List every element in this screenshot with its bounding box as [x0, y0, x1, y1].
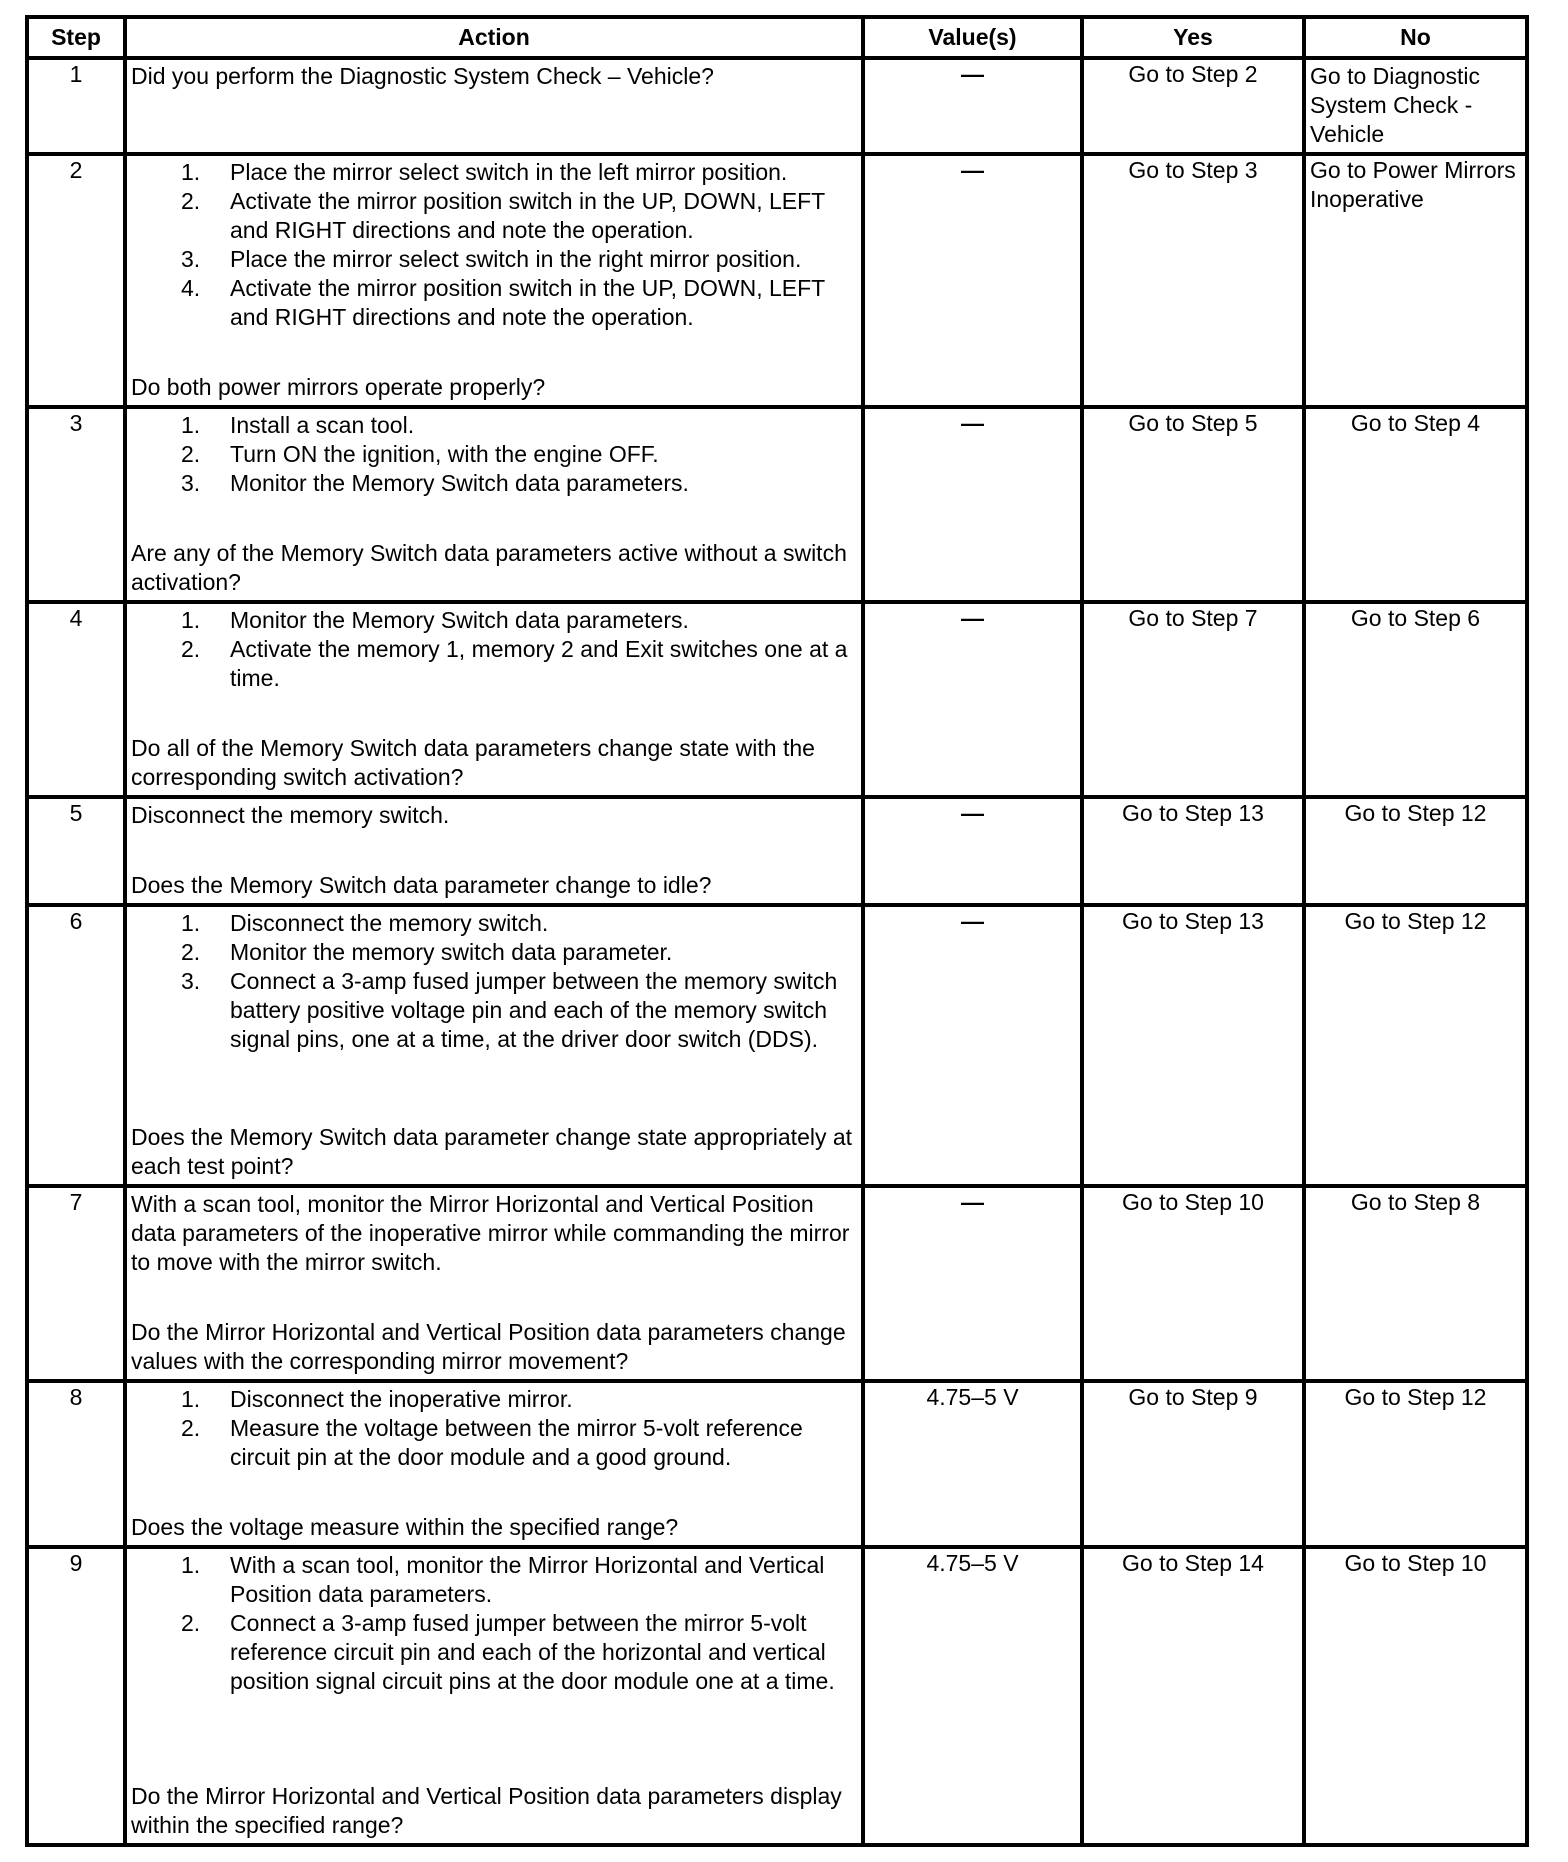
action-step-item — [131, 245, 857, 274]
action-step-number: 2. — [181, 939, 201, 965]
action-step-item — [131, 1414, 857, 1472]
action-cell — [125, 154, 863, 407]
table-row — [27, 797, 1527, 905]
table-row — [27, 407, 1527, 602]
value-text: — — [961, 410, 984, 436]
action-step-text: Activate the memory 1, memory 2 and Exit switches one at a time. — [230, 636, 848, 691]
action-cell — [125, 602, 863, 797]
action-steps-list — [131, 1385, 857, 1472]
header-row — [27, 17, 1527, 58]
action-step-number: 2. — [181, 636, 201, 662]
value-text: 4.75–5 V — [926, 1384, 1019, 1410]
no-cell: Go to Power Mirrors Inoperative — [1304, 154, 1527, 407]
action-step-item — [131, 635, 857, 693]
step-number: 6 — [27, 905, 125, 1186]
step-number: 1 — [27, 58, 125, 154]
no-cell: Go to Step 6 — [1304, 602, 1527, 797]
action-question: Do the Mirror Horizontal and Vertical Position data parameters display within the specified range? — [131, 1783, 842, 1838]
action-question: Do all of the Memory Switch data parameters change state with the corresponding switch activation? — [131, 735, 815, 790]
action-step-text: Monitor the Memory Switch data parameters. — [230, 607, 689, 633]
step-number: 8 — [27, 1381, 125, 1547]
action-step-item — [131, 938, 857, 967]
action-step-text: Activate the mirror position switch in the UP, DOWN, LEFT and RIGHT directions and note the operation. — [230, 188, 825, 243]
action-question: Do both power mirrors operate properly? — [131, 374, 546, 400]
action-question: Does the Memory Switch data parameter change to idle? — [131, 872, 712, 898]
action-step-number: 1. — [181, 607, 201, 633]
table-row — [27, 1381, 1527, 1547]
action-step-number: 1. — [181, 910, 201, 936]
action-step-text: Place the mirror select switch in the left mirror position. — [230, 159, 788, 185]
yes-cell: Go to Step 10 — [1082, 1186, 1304, 1381]
action-step-item — [131, 1551, 857, 1609]
value-text: — — [961, 800, 984, 826]
action-question: Does the voltage measure within the specified range? — [131, 1514, 679, 1540]
header-no: No — [1304, 17, 1527, 58]
action-step-number: 1. — [181, 1386, 201, 1412]
action-step-item — [131, 469, 857, 498]
action-step-number: 3. — [181, 246, 201, 272]
action-cell — [125, 1186, 863, 1381]
action-step-number: 2. — [181, 188, 201, 214]
header-yes: Yes — [1082, 17, 1304, 58]
action-step-item — [131, 274, 857, 332]
action-step-number: 1. — [181, 1552, 201, 1578]
action-intro: Disconnect the memory switch. — [131, 802, 450, 828]
action-cell — [125, 797, 863, 905]
action-step-item — [131, 411, 857, 440]
no-cell: Go to Step 12 — [1304, 905, 1527, 1186]
action-step-text: Connect a 3-amp fused jumper between the mirror 5-volt reference circuit pin and each of the horizontal and vertical position signal circuit pins at the door module one at a time. — [230, 1610, 835, 1694]
action-step-text: With a scan tool, monitor the Mirror Horizontal and Vertical Position data parameters. — [230, 1552, 825, 1607]
value-text: 4.75–5 V — [926, 1550, 1019, 1576]
yes-cell: Go to Step 9 — [1082, 1381, 1304, 1547]
step-number: 4 — [27, 602, 125, 797]
table-row — [27, 602, 1527, 797]
action-step-text: Install a scan tool. — [230, 412, 415, 438]
no-cell: Go to Step 12 — [1304, 797, 1527, 905]
action-step-number: 3. — [181, 968, 201, 994]
action-cell — [125, 905, 863, 1186]
no-cell: Go to Diagnostic System Check - Vehicle — [1304, 58, 1527, 154]
yes-cell: Go to Step 2 — [1082, 58, 1304, 154]
action-intro: With a scan tool, monitor the Mirror Horizontal and Vertical Position data parameters of the inoperative mirror while commanding the mirror to move with the mirror switch. — [131, 1191, 850, 1275]
table-row — [27, 1186, 1527, 1381]
action-steps-list — [131, 411, 857, 498]
value-text: — — [961, 1189, 984, 1215]
step-number: 3 — [27, 407, 125, 602]
value-text: — — [961, 157, 984, 183]
value-cell — [863, 407, 1082, 602]
yes-cell: Go to Step 5 — [1082, 407, 1304, 602]
action-cell — [125, 407, 863, 602]
action-step-item — [131, 967, 857, 1054]
action-steps-list — [131, 909, 857, 1054]
action-steps-list — [131, 606, 857, 693]
yes-cell: Go to Step 14 — [1082, 1547, 1304, 1845]
value-text: — — [961, 61, 984, 87]
action-step-text: Disconnect the memory switch. — [230, 910, 549, 936]
value-cell — [863, 602, 1082, 797]
action-step-text: Monitor the memory switch data parameter. — [230, 939, 673, 965]
action-step-number: 4. — [181, 275, 201, 301]
step-number: 2 — [27, 154, 125, 407]
header-action: Action — [125, 17, 863, 58]
action-step-number: 1. — [181, 412, 201, 438]
action-step-text: Measure the voltage between the mirror 5-volt reference circuit pin at the door module and a good ground. — [230, 1415, 803, 1470]
yes-cell: Go to Step 7 — [1082, 602, 1304, 797]
table-row — [27, 905, 1527, 1186]
action-step-item — [131, 909, 857, 938]
table-row — [27, 58, 1527, 154]
value-cell — [863, 1186, 1082, 1381]
action-steps-list — [131, 158, 857, 332]
action-steps-list — [131, 1551, 857, 1696]
action-step-text: Activate the mirror position switch in the UP, DOWN, LEFT and RIGHT directions and note the operation. — [230, 275, 825, 330]
step-number: 7 — [27, 1186, 125, 1381]
step-number: 9 — [27, 1547, 125, 1845]
action-step-number: 1. — [181, 159, 201, 185]
yes-cell: Go to Step 3 — [1082, 154, 1304, 407]
diagnostic-table — [25, 15, 1529, 1847]
no-cell: Go to Step 12 — [1304, 1381, 1527, 1547]
action-cell — [125, 58, 863, 154]
action-question: Are any of the Memory Switch data parameters active without a switch activation? — [131, 540, 847, 595]
action-cell — [125, 1547, 863, 1845]
yes-cell: Go to Step 13 — [1082, 905, 1304, 1186]
action-step-text: Place the mirror select switch in the right mirror position. — [230, 246, 802, 272]
action-step-text: Connect a 3-amp fused jumper between the memory switch battery positive voltage pin and each of the memory switch signal pins, one at a time, at the driver door switch (DDS). — [230, 968, 838, 1052]
action-step-item — [131, 1385, 857, 1414]
action-step-number: 2. — [181, 441, 201, 467]
action-step-text: Disconnect the inoperative mirror. — [230, 1386, 573, 1412]
yes-cell: Go to Step 13 — [1082, 797, 1304, 905]
action-step-item — [131, 440, 857, 469]
table-row — [27, 1547, 1527, 1845]
action-question: Do the Mirror Horizontal and Vertical Position data parameters change values with the corresponding mirror movement? — [131, 1319, 846, 1374]
no-cell: Go to Step 4 — [1304, 407, 1527, 602]
action-step-item — [131, 606, 857, 635]
action-question: Does the Memory Switch data parameter change state appropriately at each test point? — [131, 1124, 853, 1179]
step-number: 5 — [27, 797, 125, 905]
value-text: — — [961, 908, 984, 934]
action-cell — [125, 1381, 863, 1547]
value-cell — [863, 58, 1082, 154]
value-text: — — [961, 605, 984, 631]
no-cell: Go to Step 8 — [1304, 1186, 1527, 1381]
table-row — [27, 154, 1527, 407]
header-step: Step — [27, 17, 125, 58]
action-step-item — [131, 187, 857, 245]
value-cell — [863, 154, 1082, 407]
value-cell — [863, 1547, 1082, 1845]
action-step-number: 3. — [181, 470, 201, 496]
action-step-item — [131, 1609, 857, 1696]
action-step-number: 2. — [181, 1610, 201, 1636]
action-step-number: 2. — [181, 1415, 201, 1441]
value-cell — [863, 905, 1082, 1186]
action-step-text: Turn ON the ignition, with the engine OFF. — [230, 441, 659, 467]
action-step-item — [131, 158, 857, 187]
header-values: Value(s) — [863, 17, 1082, 58]
no-cell: Go to Step 10 — [1304, 1547, 1527, 1845]
action-intro: Did you perform the Diagnostic System Check – Vehicle? — [131, 63, 714, 89]
value-cell — [863, 1381, 1082, 1547]
diagnostic-table-container — [25, 15, 1525, 1838]
action-step-text: Monitor the Memory Switch data parameters. — [230, 470, 689, 496]
value-cell — [863, 797, 1082, 905]
